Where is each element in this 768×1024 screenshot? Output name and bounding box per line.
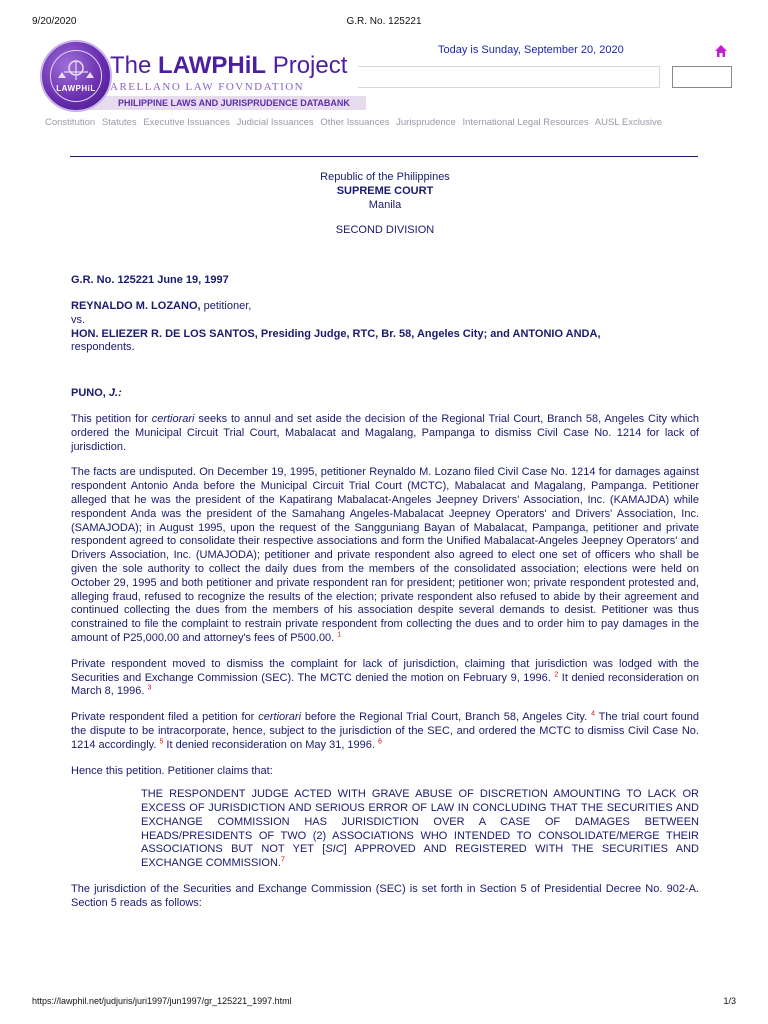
nav-item-ausl-exclusive[interactable]: AUSL Exclusive — [594, 117, 663, 128]
petitioner-line: REYNALDO M. LOZANO, petitioner, — [71, 299, 252, 312]
lawphil-seal-icon — [40, 40, 112, 112]
nav-item-other-issuances[interactable]: Other Issuances — [320, 117, 390, 128]
decision-body — [71, 171, 699, 911]
paragraph-3: Private respondent moved to dismiss the complaint for lack of jurisdiction, claiming that jurisdiction was lodged with the Securities and Exchange Commission (SEC). The MCTC denied the motion on February 9, 1996. $^2$ It denied reconsideration on March 8, 1996. $^3$ — [71, 657, 699, 698]
nav-item-judicial-issuances[interactable]: Judicial Issuances — [236, 117, 314, 128]
home-icon[interactable] — [714, 44, 728, 58]
search-button[interactable] — [672, 66, 732, 88]
print-header — [32, 16, 736, 30]
court-name: SUPREME COURT — [336, 184, 434, 197]
page-number: 1/3 — [723, 996, 736, 1006]
print-footer — [32, 996, 736, 1010]
search-input[interactable] — [358, 66, 660, 88]
paragraph-5: Hence this petition. Petitioner claims that: — [71, 764, 273, 777]
republic-line: Republic of the Philippines — [320, 171, 450, 183]
page-url: https://lawphil.net/judjuris/juri1997/jun1997/gr_125221_1997.html — [32, 996, 292, 1006]
division-name: SECOND DIVISION — [335, 224, 435, 237]
today-date: Today is Sunday, September 20, 2020 — [438, 44, 624, 56]
header-divider — [70, 156, 698, 157]
paragraph-4: Private respondent filed a petition for certiorari before the Regional Trial Court, Branch 58, Angeles City. $^4$ The trial court found the dispute to be intracorporate, hence, subject to the jurisdiction of the SEC, and ordered the MCTC to dismiss Civil Case No. 1214 accordingly. $^5$ It denied reconsideration on May 31, 1996. $^6$ — [71, 710, 699, 751]
print-date: 9/20/2020 — [32, 16, 77, 27]
databank-banner: PHILIPPINE LAWS AND JURISPRUDENCE DATABANK — [74, 96, 366, 110]
quoted-claim: THE RESPONDENT JUDGE ACTED WITH GRAVE ABUSE OF DISCRETION AMOUNTING TO LACK OR EXCESS OF JURISDICTION AND SERIOUS ERROR OF LAW IN CONCLUDING THAT THE SECURITIES AND EXCHANGE COMMISSION HAS JURISDICTION OVER A CASE OF DAMAGES BETWEEN HEADS/PRESIDENTS OF TWO (2) ASSOCIATIONS WHO INTENDED TO CONSOLIDATE/MERGE THEIR ASSOCIATIONS BUT NOT YET [SIC] APPROVED AND REGISTERED WITH THE SECURITIES AND EXCHANGE COMMISSION.$^7$ — [141, 788, 699, 870]
paragraph-6: The jurisdiction of the Securities and Exchange Commission (SEC) is set forth in Section 5 of Presidential Decree No. 902-A. Section 5 reads as follows: — [71, 883, 699, 909]
nav-item-statutes[interactable]: Statutes — [101, 117, 137, 128]
brand-title: The LAWPHiL Project — [110, 52, 348, 79]
ponente: PUNO, J.: — [71, 387, 122, 400]
footnote-6-link[interactable]: 6 — [378, 738, 382, 746]
nav-item-international-legal-resources[interactable]: International Legal Resources — [462, 117, 589, 128]
footnote-3-link[interactable]: 3 — [147, 684, 152, 692]
site-logo[interactable] — [38, 38, 368, 116]
footnote-5-link[interactable]: 5 — [159, 738, 164, 746]
print-title: G.R. No. 125221 — [346, 16, 422, 27]
nav-item-executive-issuances[interactable]: Executive Issuances — [143, 117, 230, 128]
nav-item-constitution[interactable]: Constitution — [45, 117, 96, 128]
paragraph-1: This petition for certiorari seeks to annul and set aside the decision of the Regional Trial Court, Branch 58, Angeles City which ordered the Municipal Circuit Trial Court, Mabalacat and Magalang, Pampanga to dismiss Civil Case No. 1214 for lack of jurisdiction. — [71, 412, 699, 453]
respondents-line: HON. ELIEZER R. DE LOS SANTOS, Presiding Judge, RTC, Br. 58, Angeles City; and ANTONIO ANDA, — [71, 327, 601, 340]
footnote-1-link[interactable]: 1 — [337, 631, 342, 639]
footnote-2-link[interactable]: 2 — [554, 670, 559, 678]
court-city: Manila — [368, 198, 402, 211]
foundation-name: ARELLANO LAW FOVNDATION — [110, 81, 305, 93]
footnote-4-link[interactable]: 4 — [591, 710, 595, 718]
seal-label: LAWPHiL — [56, 84, 96, 93]
paragraph-2: The facts are undisputed. On December 19, 1995, petitioner Reynaldo M. Lozano filed Civil Case No. 1214 for damages against respondent Antonio Anda before the Municipal Circuit Trial Court (MCTC), Mabalacat and Magalang, Pampanga. Petitioner alleged that he was the president of the Kapatirang Mabalacat-Angeles Jeepney Drivers' Association, Inc. (KAMAJDA) while respondent Anda was the president of the Samahang Angeles-Mabalacat Jeepney Operators' and Drivers' Association, Inc. (SAMAJODA); in August 1995, upon the request of the Sangguniang Bayan of Mabalacat, Pampanga, petitioner and private respondent agreed to consolidate their respective associations and form the Unified Mabalacat-Angeles Jeepney Operators' and Drivers Association, Inc. (UMAJODA); petitioner and private respondent also agreed to elect one set of officers who shall be given the sole authority to collect the daily dues from the members of the consolidated association; elections were held on October 29, 1995 and both petitioner and private respondent ran for president; petitioner won; private respondent protested and, alleging fraud, refused to recognize the results of the election; private respondent also refused to abide by their agreement and continued collecting the dues from the members of his association despite several demands to desist. Petitioner was thus constrained to file the complaint to restrain private respondent from collecting the dues and to order him to pay damages in the amount of P25,000.00 and attorney's fees of P500.00. $^1$ — [71, 466, 699, 644]
main-nav — [45, 117, 666, 128]
nav-item-jurisprudence[interactable]: Jurisprudence — [396, 117, 456, 128]
versus: vs. — [71, 313, 86, 326]
case-number: G.R. No. 125221 June 19, 1997 — [71, 274, 229, 287]
footnote-7-link[interactable]: 7 — [280, 856, 285, 864]
respondents-role: respondents. — [71, 341, 135, 354]
